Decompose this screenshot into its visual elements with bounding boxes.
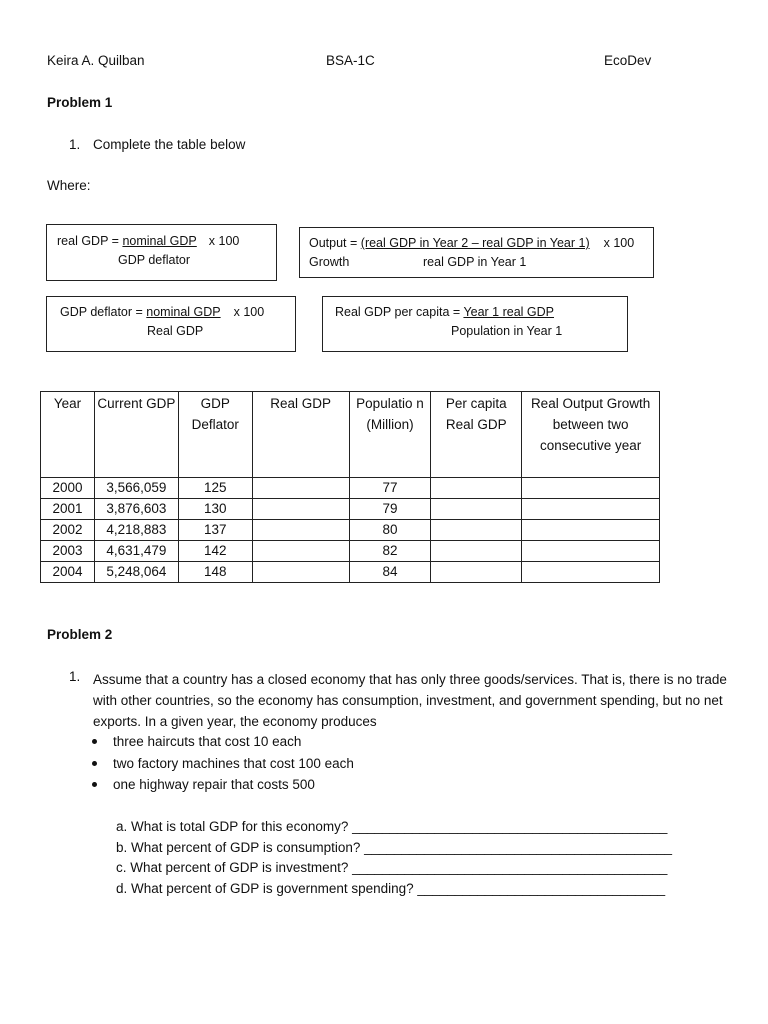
- student-name: Keira A. Quilban: [47, 53, 145, 68]
- formula-output-growth-multiplier: x 100: [603, 236, 635, 250]
- cell-per-capita: [431, 541, 522, 562]
- col-header-per-capita: Per capita Real GDP: [431, 392, 522, 478]
- cell-gdp-deflator: 148: [178, 562, 252, 583]
- question-d: d. What percent of GDP is government spending? _________________________________: [116, 880, 666, 896]
- formula-real-gdp: [46, 224, 277, 281]
- cell-population: 77: [349, 478, 431, 499]
- table-header-row: [41, 392, 660, 478]
- formula-gdp-deflator-multiplier: x 100: [233, 305, 265, 319]
- cell-population: 79: [349, 499, 431, 520]
- cell-gdp-deflator: 137: [178, 520, 252, 541]
- goods-list: [89, 731, 689, 796]
- cell-year: 2002: [41, 520, 95, 541]
- question-list: [116, 817, 736, 899]
- cell-current-gdp: 4,631,479: [94, 541, 178, 562]
- problem-1-instruction: Complete the table below: [93, 137, 246, 152]
- cell-per-capita: [431, 520, 522, 541]
- cell-output-growth: [522, 520, 660, 541]
- list-item: three haircuts that cost 10 each: [89, 731, 689, 753]
- question-b: b. What percent of GDP is consumption? _________________________________________: [116, 839, 672, 855]
- cell-output-growth: [522, 478, 660, 499]
- cell-gdp-deflator: 125: [178, 478, 252, 499]
- problem-1-title: Problem 1: [47, 95, 113, 110]
- question-c: c. What percent of GDP is investment? __________________________________________: [116, 860, 668, 875]
- cell-gdp-deflator: 130: [178, 499, 252, 520]
- col-header-population: Populatio n (Million): [349, 392, 431, 478]
- formula-per-capita-lhs: Real GDP per capita =: [335, 305, 464, 319]
- cell-real-gdp: [252, 499, 349, 520]
- cell-output-growth: [522, 499, 660, 520]
- list-item: one highway repair that costs 500: [89, 774, 689, 796]
- col-header-real-gdp: Real GDP: [252, 392, 349, 478]
- formula-real-gdp-multiplier: x 100: [208, 234, 240, 248]
- formula-real-gdp-numerator: nominal GDP: [122, 234, 197, 248]
- cell-year: 2000: [41, 478, 95, 499]
- table-row: [41, 499, 660, 520]
- cell-current-gdp: 5,248,064: [94, 562, 178, 583]
- cell-year: 2001: [41, 499, 95, 520]
- cell-year: 2003: [41, 541, 95, 562]
- col-header-output-growth: Real Output Growth between two consecutive year: [522, 392, 660, 478]
- cell-output-growth: [522, 541, 660, 562]
- formula-gdp-deflator: [46, 296, 296, 352]
- cell-real-gdp: [252, 478, 349, 499]
- problem-1-item-number: 1.: [69, 137, 81, 152]
- cell-current-gdp: 3,566,059: [94, 478, 178, 499]
- cell-gdp-deflator: 142: [178, 541, 252, 562]
- formula-output-growth-lhs: Output =: [309, 236, 361, 250]
- formula-real-gdp-denominator: GDP deflator: [118, 253, 191, 267]
- cell-population: 84: [349, 562, 431, 583]
- cell-per-capita: [431, 499, 522, 520]
- formula-real-gdp-lhs: real GDP =: [57, 234, 123, 248]
- formula-per-capita-numerator: Year 1 real GDP: [463, 305, 554, 319]
- cell-output-growth: [522, 562, 660, 583]
- formula-output-growth: [299, 227, 654, 278]
- cell-per-capita: [431, 478, 522, 499]
- cell-current-gdp: 4,218,883: [94, 520, 178, 541]
- cell-real-gdp: [252, 520, 349, 541]
- col-header-current-gdp: Current GDP: [94, 392, 178, 478]
- formula-output-growth-lhs-2: Growth: [309, 255, 350, 269]
- table-row: [41, 520, 660, 541]
- formula-gdp-deflator-lhs: GDP deflator =: [60, 305, 147, 319]
- cell-current-gdp: 3,876,603: [94, 499, 178, 520]
- table-row: [41, 478, 660, 499]
- where-label: Where:: [47, 178, 91, 193]
- problem-2-title: Problem 2: [47, 627, 113, 642]
- cell-population: 80: [349, 520, 431, 541]
- cell-real-gdp: [252, 562, 349, 583]
- problem-2-paragraph: Assume that a country has a closed economy that has only three goods/services. That is, there is no trade with other countries, so the economy has consumption, investment, and government spending, but no net exports. In a given year, the economy produces: [93, 672, 727, 729]
- cell-real-gdp: [252, 541, 349, 562]
- cell-population: 82: [349, 541, 431, 562]
- list-item: two factory machines that cost 100 each: [89, 753, 689, 775]
- formula-gdp-deflator-denominator: Real GDP: [147, 324, 204, 338]
- subject-label: EcoDev: [604, 53, 652, 68]
- formula-output-growth-numerator: (real GDP in Year 2 – real GDP in Year 1): [360, 236, 590, 250]
- cell-year: 2004: [41, 562, 95, 583]
- table-row: [41, 541, 660, 562]
- col-header-gdp-deflator: GDP Deflator: [178, 392, 252, 478]
- question-a: a. What is total GDP for this economy? __________________________________________: [116, 819, 668, 834]
- formula-output-growth-denominator: real GDP in Year 1: [423, 255, 527, 269]
- col-header-year: Year: [41, 392, 95, 478]
- gdp-table: [40, 391, 660, 583]
- formula-gdp-deflator-numerator: nominal GDP: [146, 305, 221, 319]
- formula-per-capita-denominator: Population in Year 1: [451, 324, 563, 338]
- table-row: [41, 562, 660, 583]
- formula-per-capita: [322, 296, 628, 352]
- problem-2-item-number: 1.: [69, 669, 81, 684]
- section-label: BSA-1C: [326, 53, 375, 68]
- cell-per-capita: [431, 562, 522, 583]
